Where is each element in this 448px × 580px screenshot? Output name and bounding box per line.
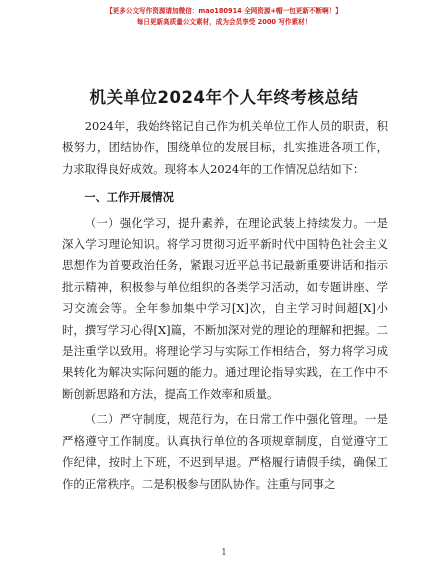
- body-paragraph-1: （一）强化学习，提升素养，在理论武装上持续发力。一是深入学习理论知识。将学习贯彻习近平新时代中国特色社会主义思想作为首要政治任务，紧跟习近平总书记最新重要讲话和指示批示精神，积极参与单位组织的各类学习活动，如专题讲座、学习交流会等。全年参加集中学习[X]次，自主学习时间超[X]小时，撰写学习心得[X]篇，不断加深对党的理论的理解和把握。二是注重学以致用。将理论学习与实际工作相结合，努力将学习成果转化为解决实际问题的能力。通过理论指导实践，在工作中不断创新思路和方法，提高工作效率和质量。: [62, 215, 388, 401]
- section-heading: 一、工作开展情况: [84, 191, 174, 205]
- body-paragraph-2: （二）严守制度，规范行为，在日常工作中强化管理。一是严格遵守工作制度。认真执行单位的各项规章制度，自觉遵守工作纪律，按时上下班，不迟到早退。严格履行请假手续，确保工作的正常秩序。二是积极参与团队协作。注重与同事之: [62, 412, 388, 491]
- document-title: 机关单位2024年个人年终考核总结: [89, 88, 359, 107]
- promo-banner: [0, 6, 448, 28]
- promo-banner-line2: 每日更新高质量公文素材，成为会员享受 2000 写作素材！: [136, 18, 312, 26]
- promo-banner-line1: 【更多公文写作资源请加微信：mao180914 全网资源+帽一包更新不断啊！】: [106, 7, 342, 15]
- page-number: 1: [221, 548, 227, 558]
- document-body: [62, 116, 388, 495]
- intro-paragraph: 2024年，我始终铭记自己作为机关单位工作人员的职责，积极努力，团结协作，围绕单位的发展目标，扎实推进各项工作，力求取得良好成效。现将本人2024年的工作情况总结如下：: [62, 119, 388, 176]
